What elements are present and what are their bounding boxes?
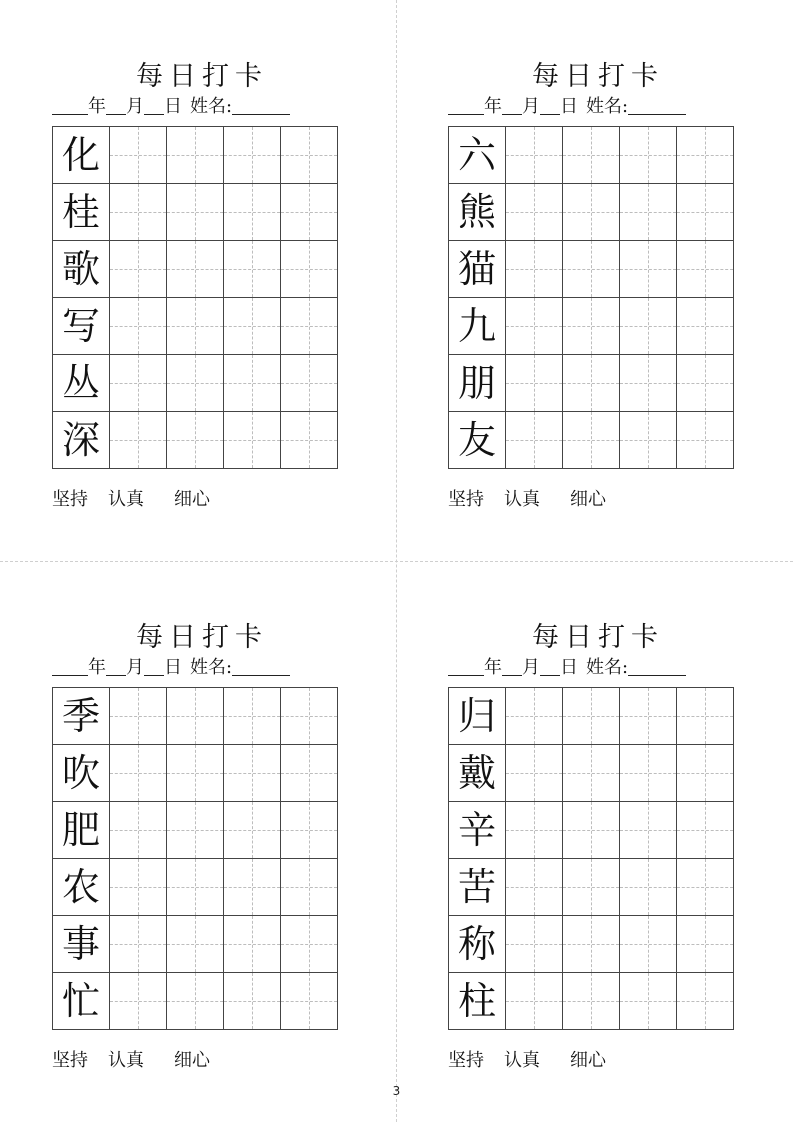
- motto-persist: 坚持: [448, 1050, 484, 1071]
- writing-cell[interactable]: [224, 916, 281, 973]
- model-character-cell: [53, 916, 110, 973]
- grid-row: [449, 127, 734, 184]
- writing-cell[interactable]: [224, 973, 281, 1030]
- motto-careful: 细心: [570, 489, 606, 510]
- writing-cell[interactable]: [110, 127, 167, 184]
- writing-cell[interactable]: [677, 355, 734, 412]
- model-character: 季: [61, 694, 100, 738]
- writing-cell[interactable]: [224, 241, 281, 298]
- month-label: 月: [522, 657, 540, 678]
- writing-cell[interactable]: [677, 298, 734, 355]
- year-label: 年: [484, 657, 502, 678]
- month-label: 月: [126, 657, 144, 678]
- date-line: [52, 656, 352, 680]
- grid-row: [449, 802, 734, 859]
- model-character: 友: [457, 418, 496, 462]
- writing-cell[interactable]: [620, 412, 677, 469]
- writing-cell[interactable]: [110, 688, 167, 745]
- year-blank[interactable]: [448, 96, 484, 115]
- writing-cell[interactable]: [563, 298, 620, 355]
- writing-cell[interactable]: [506, 916, 563, 973]
- date-line: [448, 656, 748, 680]
- writing-cell[interactable]: [281, 973, 338, 1030]
- model-character: 忙: [61, 979, 100, 1023]
- sheet-title: 每日打卡: [136, 61, 268, 92]
- writing-cell[interactable]: [506, 355, 563, 412]
- writing-cell[interactable]: [110, 973, 167, 1030]
- model-character-cell: [53, 745, 110, 802]
- writing-cell[interactable]: [620, 916, 677, 973]
- grid-row: [53, 127, 338, 184]
- grid-row: [53, 184, 338, 241]
- grid-row: [449, 184, 734, 241]
- motto-earnest: 认真: [504, 1050, 540, 1071]
- writing-cell[interactable]: [167, 412, 224, 469]
- model-character: 事: [61, 922, 100, 966]
- writing-cell[interactable]: [167, 745, 224, 802]
- practice-sheet: [52, 621, 352, 1071]
- model-character: 歌: [61, 247, 100, 291]
- practice-sheet: [52, 60, 352, 510]
- model-character: 苦: [457, 865, 496, 909]
- motto-persist: 坚持: [52, 489, 88, 510]
- motto: [448, 488, 606, 512]
- writing-cell[interactable]: [167, 298, 224, 355]
- writing-cell[interactable]: [620, 859, 677, 916]
- grid-row: [449, 745, 734, 802]
- month-label: 月: [126, 96, 144, 117]
- motto: [448, 1049, 606, 1073]
- writing-cell[interactable]: [110, 859, 167, 916]
- writing-cell[interactable]: [506, 859, 563, 916]
- writing-grid: [52, 687, 338, 1030]
- writing-cell[interactable]: [677, 127, 734, 184]
- writing-cell[interactable]: [620, 355, 677, 412]
- date-line: [448, 95, 748, 119]
- practice-sheet: [448, 621, 748, 1071]
- model-character: 九: [457, 304, 496, 348]
- writing-cell[interactable]: [677, 745, 734, 802]
- model-character-cell: [449, 745, 506, 802]
- name-blank[interactable]: [232, 657, 290, 676]
- name-blank[interactable]: [628, 657, 686, 676]
- writing-cell[interactable]: [281, 127, 338, 184]
- writing-cell[interactable]: [167, 127, 224, 184]
- motto: [52, 488, 210, 512]
- writing-cell[interactable]: [506, 298, 563, 355]
- writing-cell[interactable]: [620, 688, 677, 745]
- grid-row: [53, 241, 338, 298]
- writing-cell[interactable]: [110, 355, 167, 412]
- writing-cell[interactable]: [224, 688, 281, 745]
- writing-cell[interactable]: [506, 127, 563, 184]
- name-blank[interactable]: [232, 96, 290, 115]
- model-character: 戴: [457, 751, 496, 795]
- writing-cell[interactable]: [563, 859, 620, 916]
- day-label: 日: [164, 96, 182, 117]
- writing-cell[interactable]: [224, 412, 281, 469]
- grid-row: [449, 973, 734, 1030]
- motto-persist: 坚持: [52, 1050, 88, 1071]
- writing-cell[interactable]: [563, 184, 620, 241]
- sheet-title: 每日打卡: [532, 622, 664, 653]
- writing-cell[interactable]: [224, 355, 281, 412]
- date-line: [52, 95, 352, 119]
- writing-grid: [448, 126, 734, 469]
- writing-cell[interactable]: [677, 916, 734, 973]
- writing-cell[interactable]: [563, 745, 620, 802]
- writing-cell[interactable]: [110, 745, 167, 802]
- year-label: 年: [88, 657, 106, 678]
- grid-row: [449, 688, 734, 745]
- writing-cell[interactable]: [620, 127, 677, 184]
- month-blank[interactable]: [106, 96, 126, 115]
- day-blank[interactable]: [540, 96, 560, 115]
- motto-careful: 细心: [570, 1050, 606, 1071]
- motto-earnest: 认真: [108, 489, 144, 510]
- grid-row: [53, 916, 338, 973]
- model-character: 六: [457, 133, 496, 177]
- writing-cell[interactable]: [224, 802, 281, 859]
- writing-cell[interactable]: [677, 184, 734, 241]
- writing-cell[interactable]: [167, 973, 224, 1030]
- model-character-cell: [449, 916, 506, 973]
- day-label: 日: [560, 657, 578, 678]
- writing-cell[interactable]: [281, 859, 338, 916]
- writing-cell[interactable]: [677, 802, 734, 859]
- model-character-cell: [449, 412, 506, 469]
- model-character: 肥: [61, 808, 100, 852]
- writing-cell[interactable]: [677, 688, 734, 745]
- writing-cell[interactable]: [167, 802, 224, 859]
- writing-cell[interactable]: [110, 184, 167, 241]
- model-character: 吹: [61, 751, 100, 795]
- model-character: 桂: [61, 190, 100, 234]
- writing-cell[interactable]: [620, 745, 677, 802]
- writing-cell[interactable]: [110, 916, 167, 973]
- model-character-cell: [53, 184, 110, 241]
- writing-cell[interactable]: [281, 355, 338, 412]
- writing-grid: [448, 687, 734, 1030]
- model-character-cell: [53, 355, 110, 412]
- writing-cell[interactable]: [563, 241, 620, 298]
- year-blank[interactable]: [52, 657, 88, 676]
- writing-cell[interactable]: [281, 745, 338, 802]
- writing-cell[interactable]: [110, 802, 167, 859]
- model-character: 柱: [457, 979, 496, 1023]
- writing-cell[interactable]: [563, 127, 620, 184]
- day-blank[interactable]: [144, 657, 164, 676]
- writing-cell[interactable]: [281, 916, 338, 973]
- writing-cell[interactable]: [563, 355, 620, 412]
- grid-row: [449, 241, 734, 298]
- writing-cell[interactable]: [281, 412, 338, 469]
- writing-cell[interactable]: [506, 973, 563, 1030]
- name-label: 姓名:: [190, 657, 233, 678]
- model-character: 辛: [457, 808, 496, 852]
- writing-cell[interactable]: [224, 859, 281, 916]
- writing-cell[interactable]: [620, 298, 677, 355]
- writing-cell[interactable]: [506, 412, 563, 469]
- model-character-cell: [53, 298, 110, 355]
- motto-careful: 细心: [174, 1050, 210, 1071]
- model-character-cell: [449, 802, 506, 859]
- model-character-cell: [53, 241, 110, 298]
- model-character-cell: [449, 127, 506, 184]
- model-character: 熊: [457, 190, 496, 234]
- motto-persist: 坚持: [448, 489, 484, 510]
- model-character: 深: [61, 418, 100, 462]
- writing-grid: [52, 126, 338, 469]
- writing-cell[interactable]: [281, 298, 338, 355]
- writing-cell[interactable]: [563, 973, 620, 1030]
- practice-sheet: [448, 60, 748, 510]
- model-character-cell: [53, 127, 110, 184]
- writing-cell[interactable]: [224, 127, 281, 184]
- name-label: 姓名:: [586, 96, 629, 117]
- model-character: 归: [457, 694, 496, 738]
- motto: [52, 1049, 210, 1073]
- writing-cell[interactable]: [563, 688, 620, 745]
- writing-cell[interactable]: [167, 859, 224, 916]
- writing-cell[interactable]: [110, 298, 167, 355]
- writing-cell[interactable]: [281, 241, 338, 298]
- grid-row: [53, 688, 338, 745]
- model-character-cell: [449, 298, 506, 355]
- model-character-cell: [449, 355, 506, 412]
- grid-row: [53, 412, 338, 469]
- writing-cell[interactable]: [110, 241, 167, 298]
- grid-row: [449, 298, 734, 355]
- writing-cell[interactable]: [677, 241, 734, 298]
- model-character: 称: [457, 922, 496, 966]
- model-character-cell: [449, 973, 506, 1030]
- writing-cell[interactable]: [281, 184, 338, 241]
- grid-row: [53, 298, 338, 355]
- writing-cell[interactable]: [620, 241, 677, 298]
- model-character-cell: [449, 859, 506, 916]
- motto-earnest: 认真: [108, 1050, 144, 1071]
- model-character: 朋: [457, 361, 496, 405]
- writing-cell[interactable]: [620, 184, 677, 241]
- writing-cell[interactable]: [506, 745, 563, 802]
- name-blank[interactable]: [628, 96, 686, 115]
- grid-row: [449, 355, 734, 412]
- writing-cell[interactable]: [167, 241, 224, 298]
- model-character: 写: [61, 304, 100, 348]
- motto-careful: 细心: [174, 489, 210, 510]
- writing-cell[interactable]: [167, 688, 224, 745]
- model-character: 猫: [457, 247, 496, 291]
- writing-cell[interactable]: [563, 802, 620, 859]
- page-number: 3: [392, 1084, 401, 1098]
- model-character-cell: [53, 412, 110, 469]
- writing-cell[interactable]: [167, 184, 224, 241]
- writing-cell[interactable]: [281, 802, 338, 859]
- writing-cell[interactable]: [506, 241, 563, 298]
- writing-cell[interactable]: [677, 412, 734, 469]
- model-character-cell: [449, 241, 506, 298]
- writing-cell[interactable]: [224, 745, 281, 802]
- model-character: 化: [61, 133, 100, 177]
- writing-cell[interactable]: [224, 298, 281, 355]
- month-blank[interactable]: [106, 657, 126, 676]
- day-blank[interactable]: [144, 96, 164, 115]
- name-label: 姓名:: [190, 96, 233, 117]
- grid-row: [449, 859, 734, 916]
- name-label: 姓名:: [586, 657, 629, 678]
- month-label: 月: [522, 96, 540, 117]
- grid-row: [449, 916, 734, 973]
- sheet-title: 每日打卡: [532, 61, 664, 92]
- model-character: 丛: [61, 361, 100, 405]
- grid-row: [53, 859, 338, 916]
- model-character-cell: [53, 802, 110, 859]
- day-blank[interactable]: [540, 657, 560, 676]
- writing-cell[interactable]: [677, 859, 734, 916]
- writing-cell[interactable]: [506, 184, 563, 241]
- writing-cell[interactable]: [506, 688, 563, 745]
- year-label: 年: [484, 96, 502, 117]
- grid-row: [53, 802, 338, 859]
- writing-cell[interactable]: [677, 973, 734, 1030]
- writing-cell[interactable]: [620, 973, 677, 1030]
- year-blank[interactable]: [52, 96, 88, 115]
- month-blank[interactable]: [502, 96, 522, 115]
- writing-cell[interactable]: [506, 802, 563, 859]
- grid-row: [53, 973, 338, 1030]
- writing-cell[interactable]: [563, 916, 620, 973]
- model-character-cell: [53, 859, 110, 916]
- grid-row: [53, 355, 338, 412]
- year-blank[interactable]: [448, 657, 484, 676]
- year-label: 年: [88, 96, 106, 117]
- model-character-cell: [449, 184, 506, 241]
- sheet-title: 每日打卡: [136, 622, 268, 653]
- horizontal-cut-line: [0, 561, 793, 562]
- grid-row: [449, 412, 734, 469]
- writing-cell[interactable]: [167, 916, 224, 973]
- model-character: 农: [61, 865, 100, 909]
- model-character-cell: [449, 688, 506, 745]
- writing-cell[interactable]: [167, 355, 224, 412]
- writing-cell[interactable]: [110, 412, 167, 469]
- month-blank[interactable]: [502, 657, 522, 676]
- writing-cell[interactable]: [620, 802, 677, 859]
- model-character-cell: [53, 973, 110, 1030]
- model-character-cell: [53, 688, 110, 745]
- day-label: 日: [164, 657, 182, 678]
- grid-row: [53, 745, 338, 802]
- writing-cell[interactable]: [281, 688, 338, 745]
- motto-earnest: 认真: [504, 489, 540, 510]
- writing-cell[interactable]: [563, 412, 620, 469]
- day-label: 日: [560, 96, 578, 117]
- writing-cell[interactable]: [224, 184, 281, 241]
